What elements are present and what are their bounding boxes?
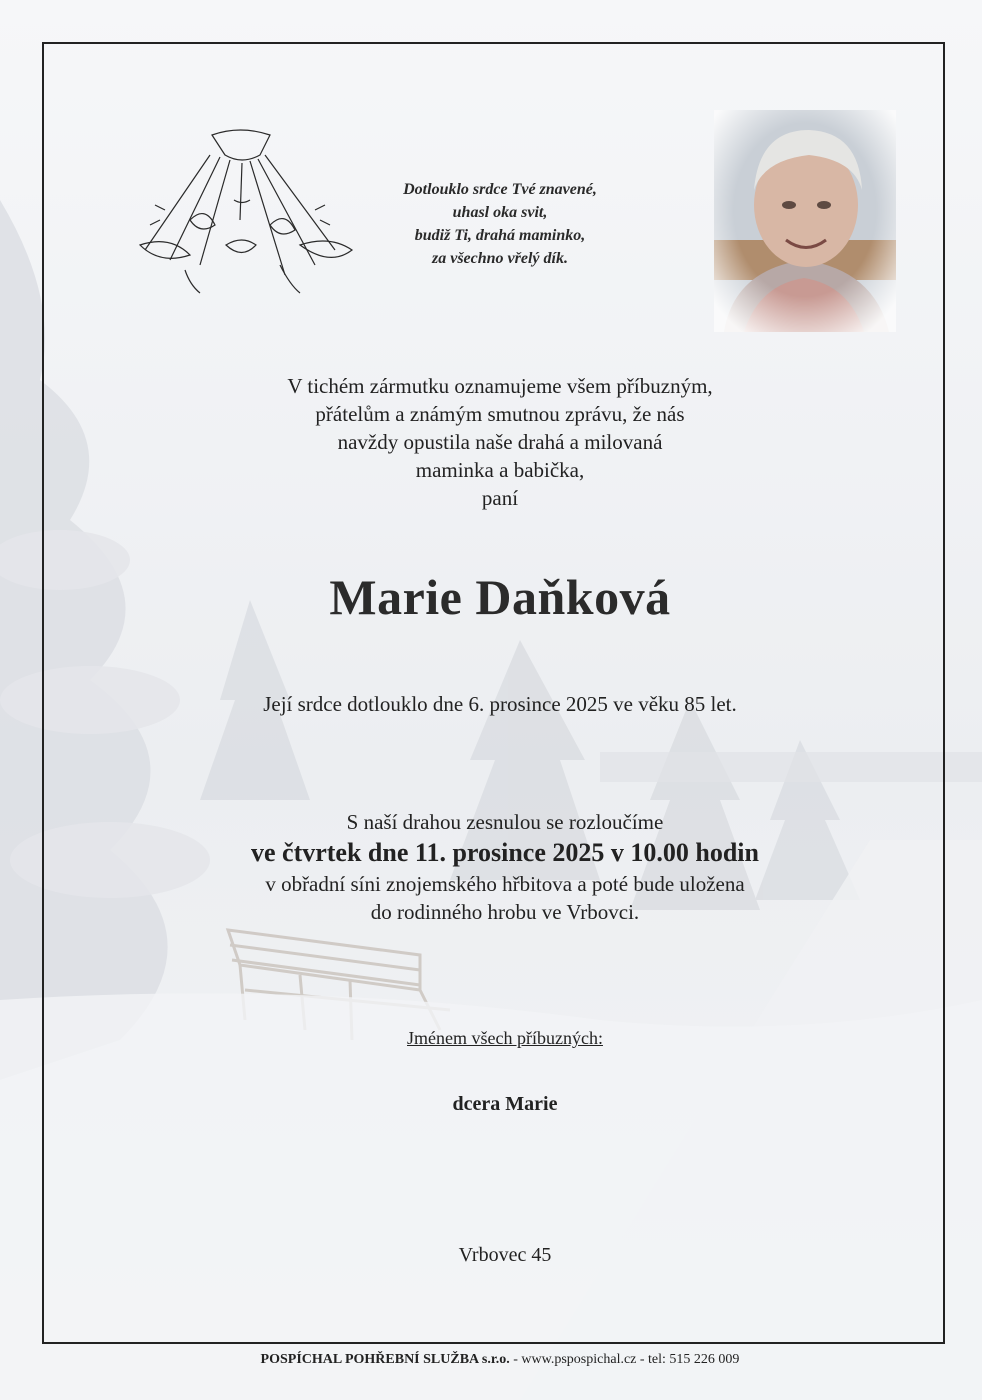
chalice-icon [130,125,360,300]
announcement-line: paní [481,486,519,510]
farewell-line: v obřadní síni znojemského hřbitova a poté bude uložena [265,872,745,896]
farewell-line: S naší drahou zesnulou se rozloučíme [346,810,664,834]
farewell-info [150,808,860,926]
footer-company: POSPÍCHAL POHŘEBNÍ SLUŽBA s.r.o. [260,1352,510,1367]
announcement-line: V tichém zármutku oznamujeme všem příbuzným, [287,374,713,398]
farewell-line: do rodinného hrobu ve Vrbovci. [370,900,640,924]
portrait-photo [714,110,896,332]
poem-line: uhasl oka svit, [452,204,548,221]
footer [150,1352,850,1368]
behalf-label: Jménem všech příbuzných: [407,1028,603,1048]
deceased-name: Marie Daňková [329,569,671,625]
announcement-line: maminka a babička, [415,458,585,482]
address: Vrbovec 45 [458,1244,552,1266]
signer: dcera Marie [452,1093,558,1115]
poem [340,178,660,270]
announcement [200,372,800,512]
poem-line: budiž Ti, drahá maminko, [414,227,586,244]
poem-line: Dotlouklo srdce Tvé znavené, [403,181,597,198]
announcement-line: přátelům a známým smutnou zprávu, že nás [315,402,685,426]
announcement-line: navždy opustila naše drahá a milovaná [337,430,663,454]
farewell-datetime: ve čtvrtek dne 11. prosince 2025 v 10.00 hodin [251,838,759,867]
footer-contact: - www.pspospichal.cz - tel: 515 226 009 [509,1352,740,1367]
poem-line: za všechno vřelý dík. [432,250,568,267]
death-notice: Její srdce dotlouklo dne 6. prosince 2025 ve věku 85 let. [263,692,737,716]
